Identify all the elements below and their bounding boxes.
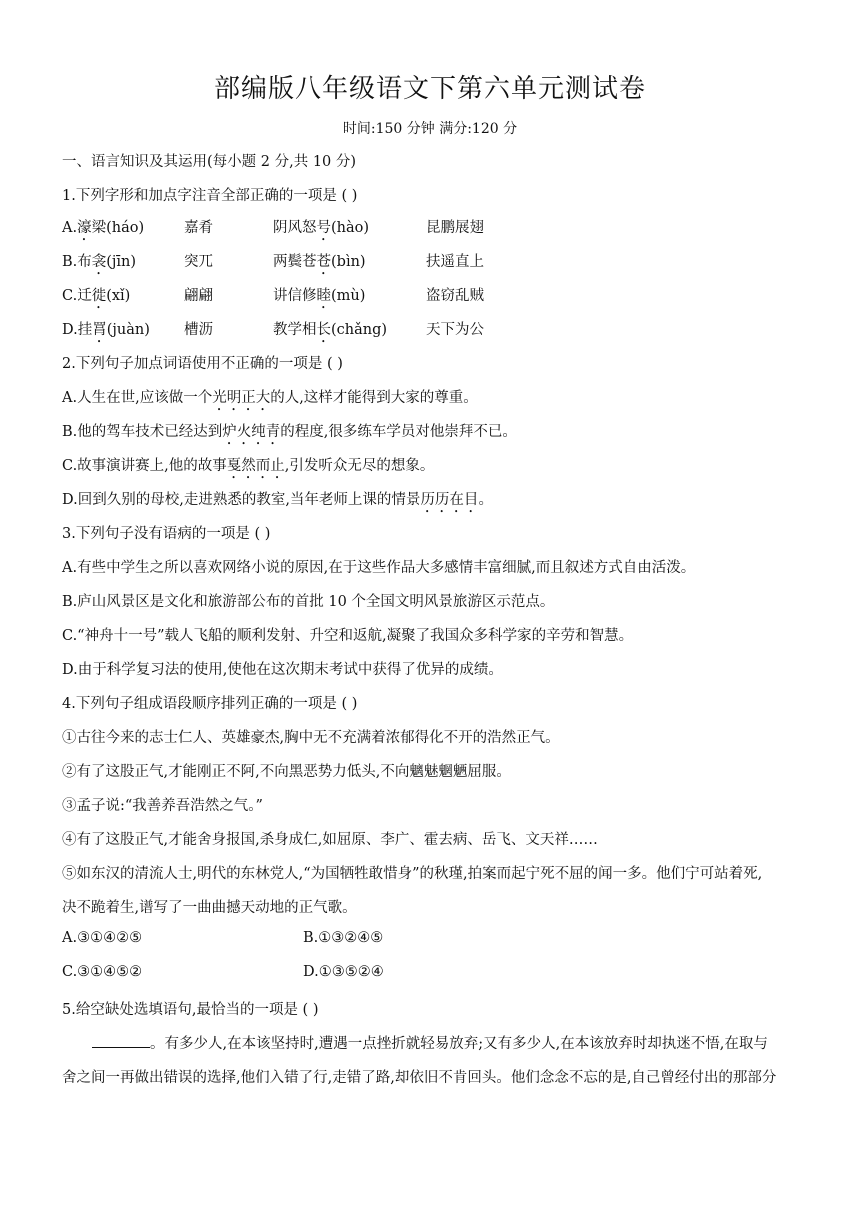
q1-option-c-word4: 盗窃乱贼 [426, 288, 484, 304]
q1-option-a-word3: 阴风怒号(hào) [273, 220, 370, 236]
q1-option-d-word4: 天下为公 [426, 322, 484, 338]
q1-option-b-word3: 两鬓苍苍(bìn) [273, 254, 366, 270]
q4-option-c: C.③①④⑤② [62, 964, 143, 980]
q1-option-c-word1: C.迁徙(xǐ) [62, 288, 131, 304]
q1-option-d-word1: D.挂罥(juàn) [62, 322, 150, 338]
question-2-stem: 2.下列句子加点词语使用不正确的一项是 ( ) [62, 356, 343, 372]
q1-option-b-word2: 突兀 [184, 254, 213, 270]
q3-option-d: D.由于科学复习法的使用,使他在这次期末考试中获得了优异的成绩。 [62, 662, 503, 678]
answer-blank [92, 1035, 150, 1048]
q1-option-a-word4: 昆鹏展翅 [426, 220, 484, 236]
q1-option-b-word4: 扶遥直上 [426, 254, 484, 270]
q4-option-b: B.①③②④⑤ [303, 930, 384, 946]
q1-option-d-word3: 教学相长(chǎng) [273, 322, 388, 338]
q4-sentence-2: ②有了这股正气,才能刚正不阿,不向黑恶势力低头,不向魑魅魍魉屈服。 [62, 764, 511, 780]
q3-option-c: C.“神舟十一号”载人飞船的顺利发射、升空和返航,凝聚了我国众多科学家的辛劳和智慧。 [62, 628, 634, 644]
q3-option-a: A.有些中学生之所以喜欢网络小说的原因,在于这些作品大多感情丰富细腻,而且叙述方式自由活泼。 [62, 560, 696, 576]
q4-sentence-1: ①古往今来的志士仁人、英雄豪杰,胸中无不充满着浓郁得化不开的浩然正气。 [62, 730, 560, 746]
q2-option-a: A.人生在世,应该做一个光明正大的人,这样才能得到大家的尊重。 [62, 390, 478, 406]
q5-passage-line-2: 舍之间一再做出错误的选择,他们入错了行,走错了路,却依旧不肯回头。他们念念不忘的是,自己曾经付出的那部分 [62, 1070, 777, 1086]
q4-option-a: A.③①④②⑤ [62, 930, 143, 946]
q1-option-a-word2: 嘉肴 [184, 220, 213, 236]
q1-option-c-word3: 讲信修睦(mù) [273, 288, 366, 304]
section-heading: 一、语言知识及其运用(每小题 2 分,共 10 分) [62, 154, 357, 170]
q2-option-d: D.回到久别的母校,走进熟悉的教室,当年老师上课的情景历历在目。 [62, 492, 493, 508]
q4-sentence-3: ③孟子说:“我善养吾浩然之气。” [62, 798, 263, 814]
q4-option-d: D.①③⑤②④ [303, 964, 384, 980]
exam-info: 时间:150 分钟 满分:120 分 [342, 121, 518, 137]
question-3-stem: 3.下列句子没有语病的一项是 ( ) [62, 526, 271, 542]
q1-option-d-word2: 槽沥 [184, 322, 213, 338]
page-title: 部编版八年级语文下第六单元测试卷 [213, 74, 646, 104]
q3-option-b: B.庐山风景区是文化和旅游部公布的首批 10 个全国文明风景旅游区示范点。 [62, 594, 555, 610]
q2-option-b: B.他的驾车技术已经达到炉火纯青的程度,很多练车学员对他崇拜不已。 [62, 424, 517, 440]
q2-option-c: C.故事演讲赛上,他的故事戛然而止,引发听众无尽的想象。 [62, 458, 435, 474]
q1-option-c-word2: 翩翩 [184, 288, 213, 304]
question-1-stem: 1.下列字形和加点字注音全部正确的一项是 ( ) [62, 188, 358, 204]
q1-option-a-word1: A.濠梁(háo) [62, 220, 145, 236]
question-5-stem: 5.给空缺处选填语句,最恰当的一项是 ( ) [62, 1002, 319, 1018]
question-4-stem: 4.下列句子组成语段顺序排列正确的一项是 ( ) [62, 696, 358, 712]
q4-sentence-5: ⑤如东汉的清流人士,明代的东林党人,“为国牺牲敢惜身”的秋瑾,拍案而起宁死不屈的闻一多。他们宁可站着死, [62, 866, 763, 882]
q1-option-b-word1: B.布衾(jīn) [62, 254, 137, 270]
q5-passage-line-1: 。有多少人,在本该坚持时,遭遇一点挫折就轻易放弃;又有多少人,在本该放弃时却执迷不悟,在取与 [92, 1032, 768, 1053]
q4-sentence-5-continued: 决不跪着生,谱写了一曲曲撼天动地的正气歌。 [62, 900, 357, 916]
q4-sentence-4: ④有了这股正气,才能舍身报国,杀身成仁,如屈原、李广、霍去病、岳飞、文天祥…… [62, 832, 598, 848]
